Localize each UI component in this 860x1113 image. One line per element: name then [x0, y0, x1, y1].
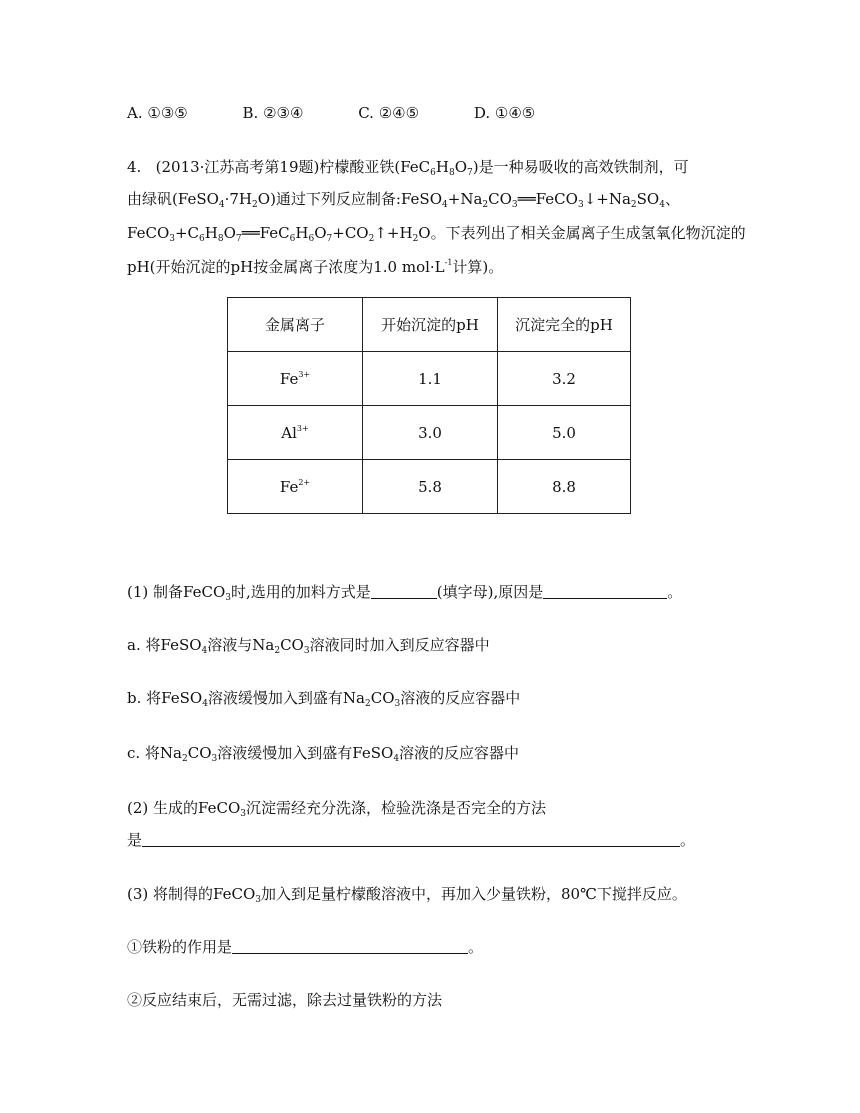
table-cell: 3.2: [498, 352, 631, 406]
option-b[interactable]: B. ②③④: [242, 104, 304, 122]
table-header-row: [228, 298, 631, 352]
ion-cell: $Fe^{3+}$: [228, 352, 363, 406]
table-cell: 8.8: [498, 460, 631, 514]
table-header-cell: 开始沉淀的pH: [363, 298, 498, 352]
table-cell: 1.1: [363, 352, 498, 406]
option-c[interactable]: C. ②④⑤: [358, 104, 420, 122]
answer-blank[interactable]: [232, 938, 468, 954]
part-3-question: (3) 将制得的FeCO$_3$加入到足量柠檬酸溶液中，再加入少量铁粉，80℃下搅拌反应。: [127, 885, 687, 905]
table-row: [228, 406, 631, 460]
table-header-cell: 金属离子: [228, 298, 363, 352]
question-4-line-3: $FeCO_3+C_6H_8O_7══FeC_6H_6O_7+CO_2↑+H_2O$。下表列出了相关金属离子生成氢氧化物沉淀的: [127, 224, 746, 244]
choice-a: a. 将FeSO$_4$溶液与$Na_2CO_3$溶液同时加入到反应容器中: [127, 636, 490, 656]
table-cell: 5.8: [363, 460, 498, 514]
question-4-line-4: pH(开始沉淀的pH按金属离子浓度为1.0 $mol\cdot L^{-1}$计算)。: [127, 258, 504, 276]
part-2-answer-line: 是 。: [127, 831, 696, 849]
option-d[interactable]: D. ①④⑤: [473, 104, 536, 122]
sub-question-2: ②反应结束后，无需过滤，除去过量铁粉的方法: [127, 991, 443, 1009]
table-row: [228, 352, 631, 406]
table-header-cell: 沉淀完全的pH: [498, 298, 631, 352]
ion-cell: $Fe^{2+}$: [228, 460, 363, 514]
choice-c: c. 将$Na_2CO_3$溶液缓慢加入到盛有FeSO$_4$溶液的反应容器中: [127, 744, 520, 764]
question-4-line-2: 由绿矾$(FeSO_4\cdot 7H_2O)$通过下列反应制备$:FeSO_4+Na_2CO_3══FeCO_3↓+Na_2SO_4$、: [127, 190, 680, 210]
answer-options: [127, 103, 585, 123]
ph-table: [227, 297, 631, 514]
part-2-question: (2) 生成的FeCO$_3$沉淀需经充分洗涤，检验洗涤是否完全的方法: [127, 799, 547, 819]
answer-blank[interactable]: [543, 583, 667, 599]
option-a[interactable]: A. ①③⑤: [127, 104, 188, 122]
part-1-question: (1) 制备FeCO$_3$时,选用的加料方式是 (填字母),原因是 。: [127, 583, 683, 603]
choice-b: b. 将FeSO$_4$溶液缓慢加入到盛有$Na_2CO_3$溶液的反应容器中: [127, 689, 521, 709]
sub-question-1: ①铁粉的作用是 。: [127, 938, 484, 956]
answer-blank[interactable]: [142, 831, 680, 847]
answer-blank[interactable]: [371, 583, 437, 599]
table-cell: 3.0: [363, 406, 498, 460]
table-cell: 5.0: [498, 406, 631, 460]
question-4-line-1: 4. (2013·江苏高考第19题)柠檬酸亚铁$(FeC_6H_8O_7)$是一种易吸收的高效铁制剂，可: [127, 158, 689, 178]
table-row: [228, 460, 631, 514]
ion-cell: $Al^{3+}$: [228, 406, 363, 460]
